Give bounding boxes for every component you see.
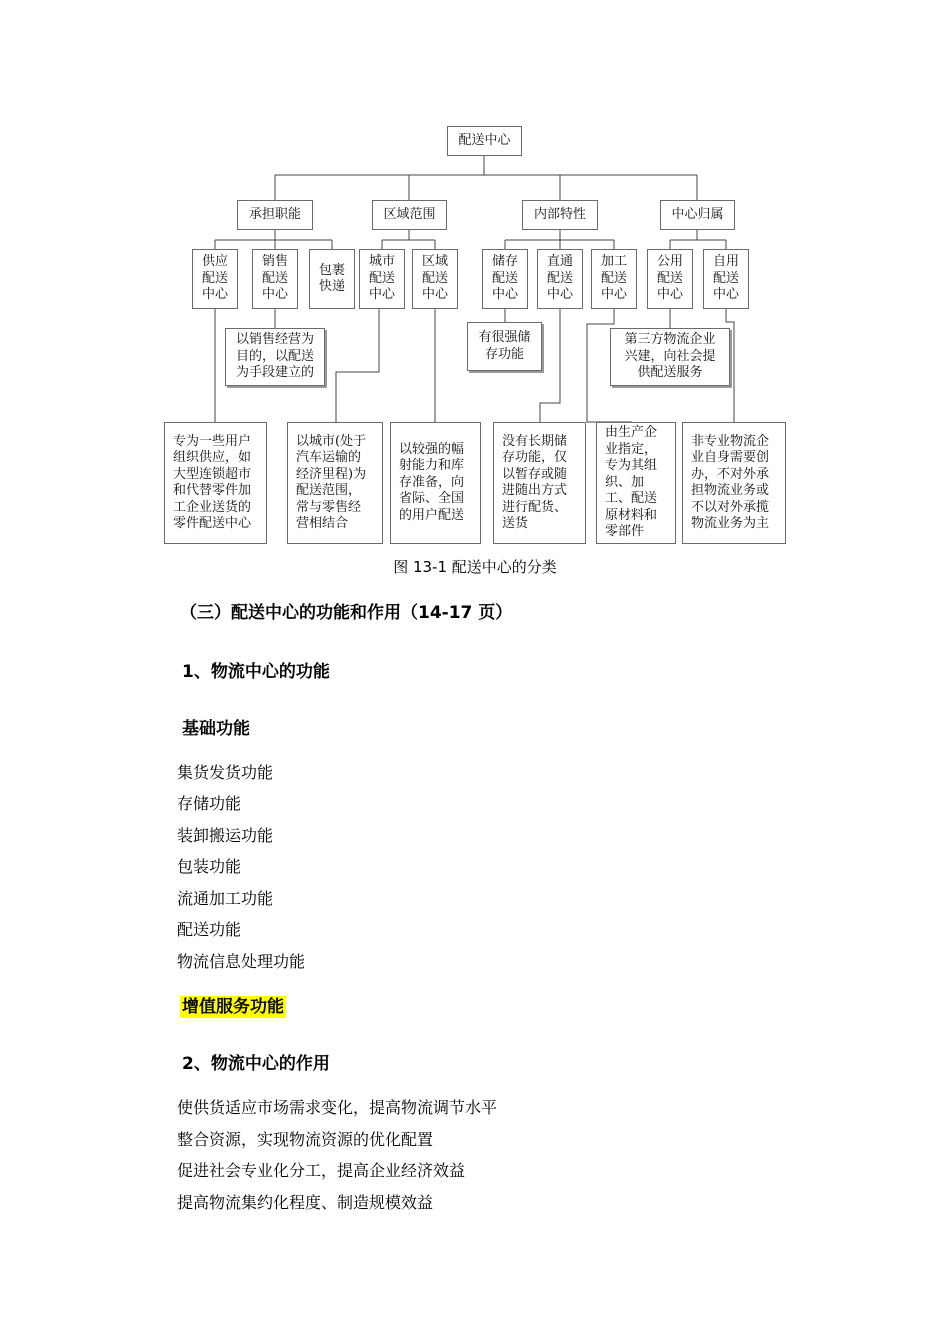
leaf-node: 直通 配送 中心 <box>537 249 583 309</box>
description-node: 以城市(处于 汽车运输的 经济里程)为 配送范围， 常与零售经 营相结合 <box>287 422 383 544</box>
leaf-node: 供应 配送 中心 <box>192 249 238 309</box>
description-node: 没有长期储 存功能，仅 以暂存或随 进随出方式 进行配货、 送货 <box>493 422 586 544</box>
list-item: 提高物流集约化程度、制造规模效益 <box>177 1193 434 1212</box>
description-node: 由生产企 业指定， 专为其组 织、加 工、配送 原材料和 零部件 <box>596 422 676 544</box>
category-node: 承担职能 <box>237 200 313 230</box>
note-node: 第三方物流企业 兴建，向社会提 供配送服务 <box>610 328 730 386</box>
list-item: 流通加工功能 <box>177 889 274 908</box>
list-item: 整合资源，实现物流资源的优化配置 <box>177 1130 434 1149</box>
note-node: 以销售经营为 目的，以配送 为手段建立的 <box>225 328 325 386</box>
description-node: 以较强的幅 射能力和库 存准备，向 省际、全国 的用户配送 <box>390 422 481 544</box>
list-item: 使供货适应市场需求变化，提高物流调节水平 <box>177 1098 498 1117</box>
list-item: 包装功能 <box>177 857 242 876</box>
leaf-node: 储存 配送 中心 <box>482 249 528 309</box>
subsection-title: 1、物流中心的功能 <box>182 662 330 682</box>
basic-functions-title: 基础功能 <box>182 719 250 739</box>
list-item: 装卸搬运功能 <box>177 826 274 845</box>
description-node: 专为一些用户 组织供应，如 大型连锁超市 和代替零件加 工企业送货的 零件配送中心 <box>164 422 267 544</box>
list-item: 物流信息处理功能 <box>177 952 306 971</box>
leaf-node: 加工 配送 中心 <box>591 249 637 309</box>
section-title: （三）配送中心的功能和作用（14-17 页） <box>180 603 513 623</box>
list-item: 配送功能 <box>177 920 242 939</box>
category-node: 中心归属 <box>660 200 735 230</box>
subsection-title: 2、物流中心的作用 <box>182 1054 330 1074</box>
leaf-node: 城市 配送 中心 <box>359 249 405 309</box>
figure-caption: 图 13-1 配送中心的分类 <box>393 558 557 576</box>
description-node: 非专业物流企 业自身需要创 办，不对外承 担物流业务或 不以对外承揽 物流业务为主 <box>682 422 786 544</box>
list-item: 促进社会专业化分工，提高企业经济效益 <box>177 1161 466 1180</box>
value-added-title <box>180 992 286 1017</box>
leaf-node: 包裹 快递 <box>309 249 355 309</box>
leaf-node: 公用 配送 中心 <box>647 249 693 309</box>
highlighted-text: 增值服务功能 <box>182 997 284 1017</box>
leaf-node: 自用 配送 中心 <box>703 249 749 309</box>
list-item: 集货发货功能 <box>177 763 274 782</box>
leaf-node: 销售 配送 中心 <box>252 249 298 309</box>
list-item: 存储功能 <box>177 794 242 813</box>
category-node: 内部特性 <box>522 200 598 230</box>
leaf-node: 区域 配送 中心 <box>412 249 458 309</box>
note-node: 有很强储 存功能 <box>467 322 542 371</box>
classification-diagram <box>0 0 950 560</box>
root-node: 配送中心 <box>447 126 522 156</box>
category-node: 区域范围 <box>372 200 447 230</box>
